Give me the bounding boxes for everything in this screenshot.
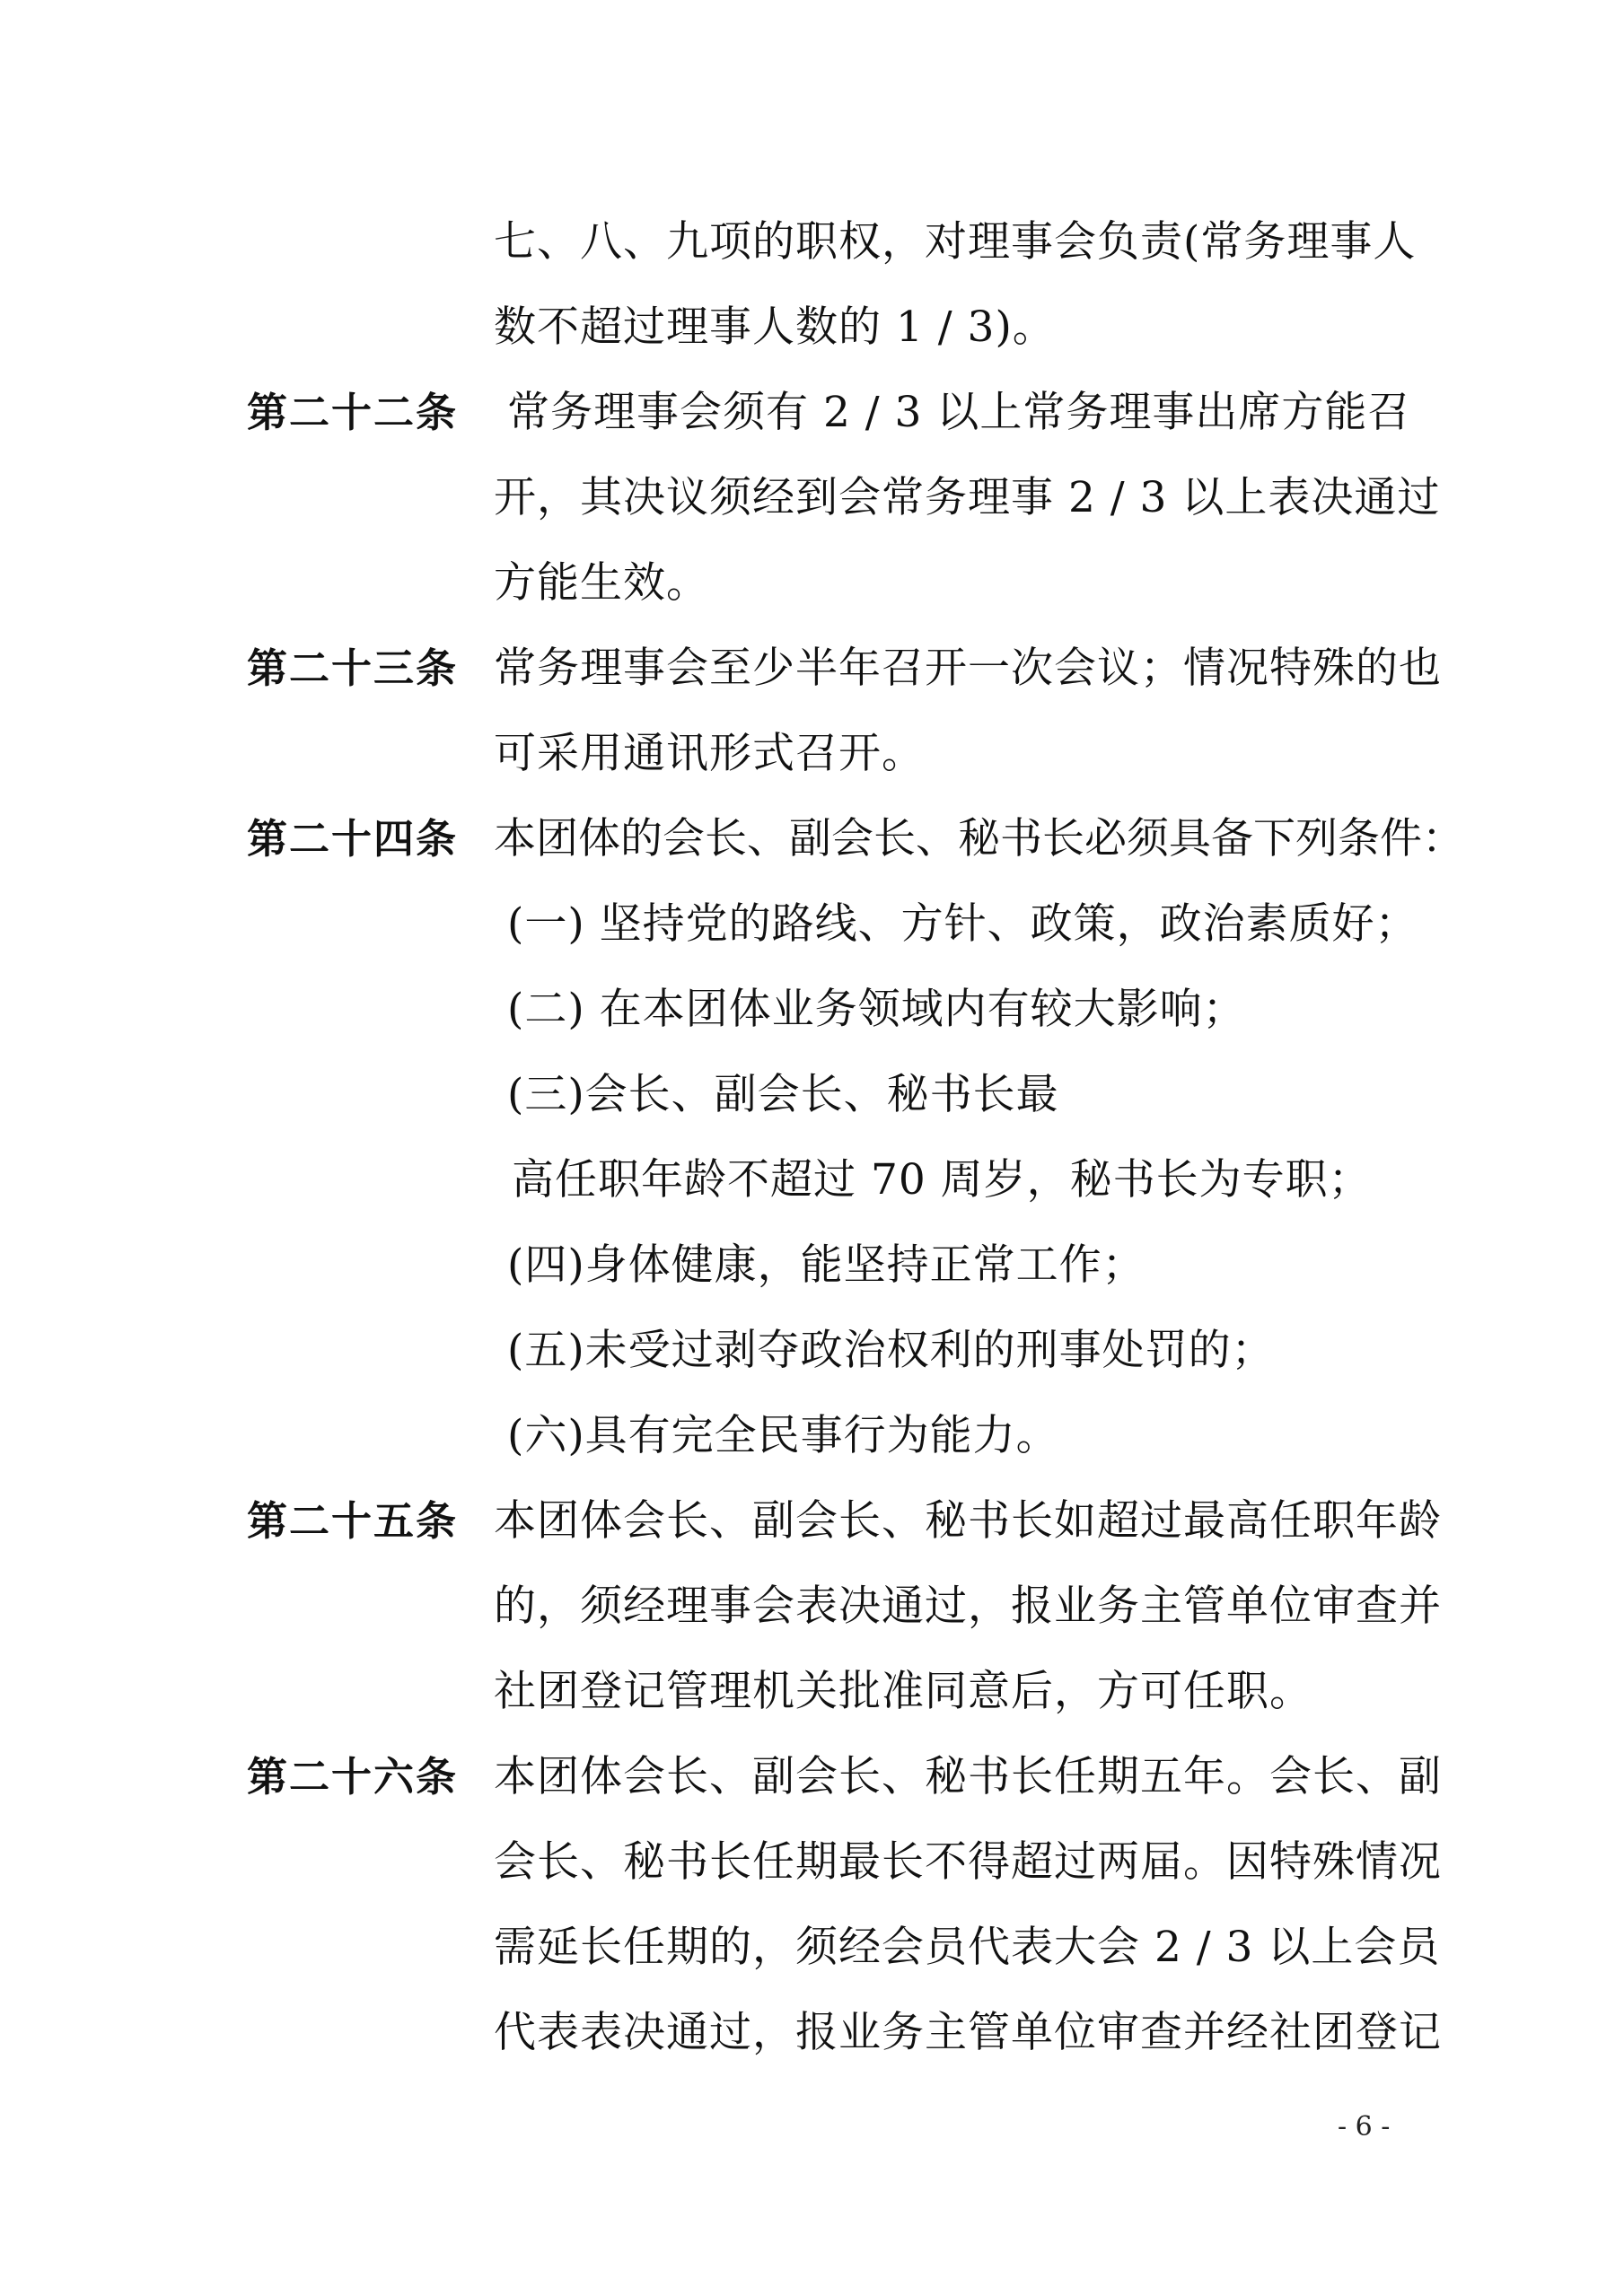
text-line: 常务理事会至少半年召开一次会议；情况特殊的也 [494,644,1442,693]
text-line: 数不超过理事人数的 1 / 3)。 [494,302,1056,352]
text-line: 社团登记管理机关批准同意后，方可任职。 [494,1667,1312,1716]
text-line: 本团体的会长、副会长、秘书长必须具备下列条件： [494,814,1464,863]
list-item: (二) 在本团体业务领域内有较大影响； [507,985,1246,1034]
article-23-label: 第二十三条 [247,644,459,692]
text-line: 会长、秘书长任期最长不得超过两届。因特殊情况 [494,1837,1442,1887]
article-25-label: 第二十五条 [247,1497,459,1545]
list-item: 高任职年龄不超过 70 周岁，秘书长为专职； [512,1155,1372,1205]
page-number: - 6 - [1338,2111,1391,2143]
text-line: 常务理事会须有 2 / 3 以上常务理事出席方能召 [507,388,1411,437]
list-item: (六)具有完全民事行为能力。 [507,1411,1059,1460]
list-item: (五)未受过剥夺政治权利的刑事处罚的； [507,1326,1275,1375]
article-22-label: 第二十二条 [247,389,459,436]
list-item: (四)身体健康，能坚持正常工作； [507,1240,1146,1290]
article-26-label: 第二十六条 [247,1753,459,1801]
text-line: 可采用通讯形式召开。 [494,729,925,778]
text-line: 的，须经理事会表决通过，报业务主管单位审查并 [494,1582,1442,1631]
text-line: 需延长任期的，须经会员代表大会 2 / 3 以上会员 [494,1923,1441,1972]
text-line: 七、八、九项的职权，对理事会负责(常务理事人 [494,217,1417,267]
text-line: 代表表决通过，报业务主管单位审查并经社团登记 [494,2008,1442,2057]
list-item: (一) 坚持党的路线、方针、政策，政治素质好； [507,899,1418,949]
text-line: 本团体会长、副会长、秘书长任期五年。会长、副 [494,1752,1442,1801]
text-line: 本团体会长、副会长、秘书长如超过最高任职年龄 [494,1496,1442,1546]
text-line: 开，其决议须经到会常务理事 2 / 3 以上表决通过 [494,473,1441,522]
article-24-label: 第二十四条 [247,815,459,863]
text-line: 方能生效。 [494,558,709,608]
list-item: (三)会长、副会长、秘书长最 [507,1070,1059,1119]
